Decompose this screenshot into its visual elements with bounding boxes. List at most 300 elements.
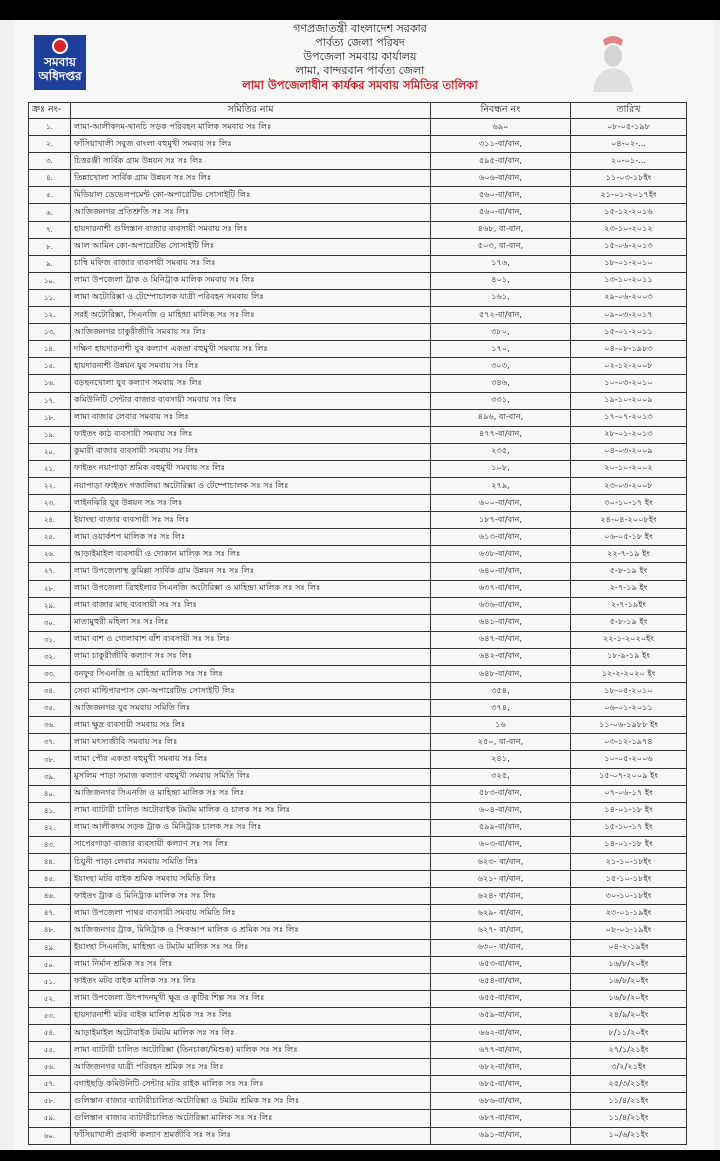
table-row <box>29 666 687 683</box>
table-row <box>29 324 687 341</box>
serial-cell: ৩৭. <box>29 734 71 751</box>
society-name-cell: মাতামুহুরী মহিলা সঃ সঃ লিঃ <box>71 614 431 631</box>
registration-number-cell: ৬৫৫-বা/বান, <box>431 990 571 1007</box>
date-cell: ২১-১০-১৮ইং <box>571 854 687 871</box>
serial-cell: ৫৮. <box>29 1093 71 1110</box>
registration-number-cell: ৬৪৭-বা/বান, <box>431 631 571 648</box>
registration-number-cell: ৬৩৮-বা/বান, <box>431 546 571 563</box>
society-name-cell: কমিউনিটি সেন্টার বাজার ব্যবসায়ী সমবায় সঃ লিঃ <box>71 392 431 409</box>
date-cell: ১১-০৬-১৯৮৮ ইং <box>571 717 687 734</box>
serial-cell: ৮. <box>29 238 71 255</box>
serial-cell: ৫৪. <box>29 1024 71 1041</box>
society-name-cell: লামা পৌর একতা বহুমুখী সমবায় সঃ লিঃ <box>71 751 431 768</box>
date-cell: ২-৭-১৯ ইং <box>571 580 687 597</box>
serial-cell: ১৫. <box>29 358 71 375</box>
table-row <box>29 973 687 990</box>
serial-cell: ৪. <box>29 170 71 187</box>
society-name-cell: ফাইতং মটর বাইক মালিক সঃ সঃ লিঃ <box>71 973 431 990</box>
date-cell: ১৪-০১-১৮ ইং <box>571 836 687 853</box>
table-row <box>29 734 687 751</box>
date-cell: ২৩-০৩-২০০৮ <box>571 477 687 494</box>
date-cell: ২৭/১/২১ইং <box>571 1042 687 1059</box>
serial-cell: ৪৬. <box>29 888 71 905</box>
serial-cell: ২০. <box>29 443 71 460</box>
serial-cell: ৫২. <box>29 990 71 1007</box>
registration-number-cell: ৩০৩, <box>431 358 571 375</box>
society-name-cell: লামা উপজেলা উৎপাদনমূখী ক্ষুদ্র ও কুটির শিল্প সঃ সঃ লিঃ <box>71 990 431 1007</box>
registration-number-cell: ৪৯৬, বা-বান, <box>431 409 571 426</box>
registration-number-cell: ৬৩৭-বা/বান, <box>431 580 571 597</box>
table-row <box>29 700 687 717</box>
date-cell: ১৬/৮/২০ইং <box>571 956 687 973</box>
column-header-name: সমিতির নাম <box>71 103 431 119</box>
cooperative-logo <box>34 35 86 90</box>
serial-cell: ৪১. <box>29 802 71 819</box>
registration-number-cell: ৫৮৩-বা/বান, <box>431 785 571 802</box>
serial-cell: ২. <box>29 136 71 153</box>
table-row <box>29 717 687 734</box>
registration-number-cell: ৬৯১-বা/বান, <box>431 1127 571 1144</box>
date-cell: ৫-৮-১৯ ইং <box>571 614 687 631</box>
society-name-cell: লামা ওয়ার্কশপ মালিক সঃ সঃ লিঃ <box>71 529 431 546</box>
date-cell: ০৩-১২-১৯৭৪ <box>571 734 687 751</box>
table-row <box>29 289 687 306</box>
table-row <box>29 1110 687 1127</box>
serial-cell: ৬. <box>29 204 71 221</box>
date-cell: ০৪-০৩-২০০৯ <box>571 443 687 460</box>
society-name-cell: লামা উপজেলা পাথর ব্যবসায়ী সমবায় সমিতি লিঃ <box>71 905 431 922</box>
table-row <box>29 768 687 785</box>
table-row <box>29 392 687 409</box>
registration-number-cell: ৩২৫, <box>431 768 571 785</box>
serial-cell: ৬০. <box>29 1127 71 1144</box>
registration-number-cell: ১৬ <box>431 717 571 734</box>
society-name-cell: নয়াপাড়া ফাইতং গজালিয়া অটোরিক্সা ও টেম্পোচালক সঃ সঃ লিঃ <box>71 477 431 494</box>
table-row <box>29 409 687 426</box>
serial-cell: ৪৫. <box>29 871 71 888</box>
registration-number-cell: ৬৯০ <box>431 119 571 136</box>
registration-number-cell: ৬২৯- বা/বান, <box>431 905 571 922</box>
table-row <box>29 187 687 204</box>
society-name-cell: কুমারী বাজার ব্যবসায়ী সমবায় সঃ লিঃ <box>71 443 431 460</box>
society-name-cell: হায়দারনাশী মটর বাইক মালিক শ্রমিক সঃ সঃ লিঃ <box>71 1007 431 1024</box>
society-name-cell: বগাইছড়ি কমিউনিটি সেন্টার মটর বাইক মালিক সঃ সঃ লিঃ <box>71 1076 431 1093</box>
society-name-cell: লামা বাজার লেবার সমবায় সঃ লিঃ <box>71 409 431 426</box>
society-name-cell: লামা আলীকদম সড়ক ট্রাক ও মিনিট্রাক চালক সঃ সঃ লিঃ <box>71 819 431 836</box>
serial-cell: ৭. <box>29 221 71 238</box>
serial-cell: ৩৬. <box>29 717 71 734</box>
registration-number-cell: ৬৪১-বা/বান, <box>431 614 571 631</box>
table-row <box>29 1093 687 1110</box>
date-cell: ১১/৪/২১ইং <box>571 1093 687 1110</box>
bottom-black-bar <box>0 1150 720 1161</box>
date-cell: ১৯-১০-২০০৯ <box>571 392 687 409</box>
society-name-cell: সাপেরগাড়া বাজার ব্যবসায়ী কল্যাণ সঃ সঃ লিঃ <box>71 836 431 853</box>
date-cell: ১১-০৩-১৮ইং <box>571 170 687 187</box>
registration-number-cell: ৫৭২-বা/বান, <box>431 307 571 324</box>
table-row <box>29 1024 687 1041</box>
registration-number-cell: ৬৪৮-বা/বান, <box>431 666 571 683</box>
registration-number-cell: ৩৫৪, <box>431 683 571 700</box>
portrait-image <box>585 30 640 92</box>
society-name-cell: লামা অটোরিক্সা ও টেম্পোচালক যাত্রী পরিবহন সমবায় লিঃ <box>71 289 431 306</box>
table-row <box>29 529 687 546</box>
serial-cell: ৩৪. <box>29 683 71 700</box>
society-name-cell: মুসলিম পাড়া সমাজ কল্যাণ বহুমুখী সমবায় সমিতি লিঃ <box>71 768 431 785</box>
table-row <box>29 341 687 358</box>
table-row <box>29 153 687 170</box>
column-header-date: তারিখ <box>571 103 687 119</box>
table-row <box>29 221 687 238</box>
society-name-cell: আড়াইমাইল অটোবাইক টমটম মালিক সঃ সঃ লিঃ <box>71 1024 431 1041</box>
table-row <box>29 990 687 1007</box>
serial-cell: ৫. <box>29 187 71 204</box>
registration-number-cell: ৪৭৭-বা/বান, <box>431 426 571 443</box>
date-cell: ২১-০১-২০১৭ইং <box>571 187 687 204</box>
serial-cell: ২৯. <box>29 597 71 614</box>
serial-cell: ২৩. <box>29 495 71 512</box>
serial-cell: ২৮. <box>29 580 71 597</box>
document-header <box>180 22 540 92</box>
serial-cell: ১৮. <box>29 409 71 426</box>
serial-cell: ৩৫. <box>29 700 71 717</box>
serial-cell: ৫৩. <box>29 1007 71 1024</box>
date-cell: ০৭-০৬-১৭ ইং <box>571 785 687 802</box>
table-row <box>29 358 687 375</box>
cooperative-table <box>28 102 687 1145</box>
table-row <box>29 495 687 512</box>
table-row <box>29 871 687 888</box>
date-cell: ০৬-০৫-১৮ ইং <box>571 529 687 546</box>
society-name-cell: ফাঁসিয়াখালী প্রবাসী কল্যাণ শ্রমজীবি সঃ সঃ লিঃ <box>71 1127 431 1144</box>
registration-number-cell: ৬০৬-বা/বান, <box>431 170 571 187</box>
registration-number-cell: ৬৫৪-বা/বান, <box>431 973 571 990</box>
date-cell: ৩০-১০-১৮ইং <box>571 888 687 905</box>
registration-number-cell: ৬৮৫-বা/বান, <box>431 1076 571 1093</box>
date-cell: ২০-১০-২০০২ <box>571 460 687 477</box>
serial-cell: ১৪. <box>29 341 71 358</box>
table-header-row <box>29 103 687 119</box>
society-name-cell: লামা চাকুরীজীবি কল্যাণ সঃ সঃ লিঃ <box>71 648 431 665</box>
table-row <box>29 512 687 529</box>
registration-number-cell: ৬২৩- বা/বান, <box>431 854 571 871</box>
society-name-cell: সরই অটোরিক্সা, সিএনজি ও মাহিন্দ্রা মালিক সঃ সঃ লিঃ <box>71 307 431 324</box>
table-row <box>29 460 687 477</box>
registration-number-cell: ৬৫৯-বা/বান, <box>431 1007 571 1024</box>
date-cell: ০২-১২-২০০৮ <box>571 358 687 375</box>
date-cell: ০৮-০৫-১৯৮ <box>571 119 687 136</box>
registration-number-cell: ১৭৬, <box>431 255 571 272</box>
table-row <box>29 426 687 443</box>
table-row <box>29 136 687 153</box>
society-name-cell: আল আমিন কো-অপারেটিভ সোসাইটি লিঃ <box>71 238 431 255</box>
society-name-cell: চিত্তরঞ্জী সার্বিক গ্রাম উন্নয়ন সঃ সঃ লিঃ <box>71 153 431 170</box>
date-cell: ০৪-০২-... <box>571 136 687 153</box>
registration-number-cell: ৬৪২-বা/বান, <box>431 648 571 665</box>
registration-number-cell: ৫০৩, বা-বান, <box>431 238 571 255</box>
registration-number-cell: ৬৩৬-বা/বান, <box>431 597 571 614</box>
date-cell: ২৪/৯/২০ইং <box>571 1007 687 1024</box>
table-row <box>29 204 687 221</box>
registration-number-cell: ২৭৯, <box>431 477 571 494</box>
society-name-cell: লামা উপজেলা ট্রাক ও মিনিট্রাক মালিক সমবায় সঃ লিঃ <box>71 272 431 289</box>
society-name-cell: ফাঁসিয়াখালী সবুজ বাংলা বহুমুখী সমবায় সঃ লিঃ <box>71 136 431 153</box>
registration-number-cell: ৬৮৬-বা/বান, <box>431 1093 571 1110</box>
registration-number-cell: ৩৭৪, <box>431 700 571 717</box>
serial-cell: ৩০. <box>29 614 71 631</box>
serial-cell: ২১. <box>29 460 71 477</box>
registration-number-cell: ৬৮২-বা/বান, <box>431 1059 571 1076</box>
serial-cell: ৫৫. <box>29 1042 71 1059</box>
table-row <box>29 802 687 819</box>
serial-cell: ১. <box>29 119 71 136</box>
registration-number-cell: ১০৮, <box>431 460 571 477</box>
table-row <box>29 272 687 289</box>
date-cell: ১৫-০১-২০১১ <box>571 324 687 341</box>
table-row <box>29 631 687 648</box>
table-row <box>29 648 687 665</box>
date-cell: ০৯-০৩-২০১৭ <box>571 307 687 324</box>
serial-cell: ৩৩. <box>29 666 71 683</box>
society-name-cell: আজিজনগর ট্রাক, মিনিট্রাক ও পিকআপ মালিক ও শ্রমিক সঃ সঃ লিঃ <box>71 922 431 939</box>
table-row <box>29 546 687 563</box>
serial-cell: ৩৮. <box>29 751 71 768</box>
society-name-cell: আজিজনগর সিএনজি ও মাহিন্দ্রা মালিক সঃ সঃ লিঃ <box>71 785 431 802</box>
serial-cell: ১৬. <box>29 375 71 392</box>
society-name-cell: হায়দারনাশী গুলিস্তান বাজার ব্যবসায়ী সমবায় সঃ লিঃ <box>71 221 431 238</box>
date-cell: ২০-০১-... <box>571 153 687 170</box>
header-line-2: পার্বত্য জেলা পরিষদ <box>315 36 405 49</box>
logo-text: সমবায় অধিদপ্তর <box>38 55 82 83</box>
society-name-cell: লামা বাজার মাছ ব্যবসায়ী সঃ সঃ লিঃ <box>71 597 431 614</box>
serial-cell: ১৯. <box>29 426 71 443</box>
date-cell: ২২-৭-১৯ ইং <box>571 546 687 563</box>
date-cell: ২-৭-১৯ইং <box>571 597 687 614</box>
serial-cell: ২২. <box>29 477 71 494</box>
date-cell: ১৬/৮/২০ইং <box>571 973 687 990</box>
society-name-cell: লামা নির্মান শ্রমিক সঃ সঃ লিঃ <box>71 956 431 973</box>
date-cell: ১৬/৮/২০ইং <box>571 990 687 1007</box>
society-name-cell: লামা মৎস্যজীবি সমবায় সঃ লিঃ <box>71 734 431 751</box>
serial-cell: ৯. <box>29 255 71 272</box>
serial-cell: ৫৯. <box>29 1110 71 1127</box>
table-row <box>29 170 687 187</box>
date-cell: ২৯-০৬-২০০৩ <box>571 289 687 306</box>
column-header-registration: নিবন্ধন নং <box>431 103 571 119</box>
table-row <box>29 255 687 272</box>
date-cell: ১০/৬/২১ইং <box>571 1127 687 1144</box>
date-cell: ২৩-১০-২০১২ <box>571 221 687 238</box>
society-name-cell: বনফুর সিএনজি ও মাহিন্দ্রা মালিক সঃ সঃ লিঃ <box>71 666 431 683</box>
registration-number-cell: ৬০০-বা/বান, <box>431 495 571 512</box>
table-row <box>29 905 687 922</box>
society-name-cell: ফাইতং কাঠ ব্যবসায়ী সমবায় সঃ লিঃ <box>71 426 431 443</box>
date-cell: ১৫-১০-১৮ইং <box>571 871 687 888</box>
society-name-cell: লামা ব্যাটারী চালিত অটোবাইক টমটম মালিক ও চালক সঃ সঃ লিঃ <box>71 802 431 819</box>
date-cell: ০৪-২-১৯ইং <box>571 939 687 956</box>
table-row <box>29 956 687 973</box>
table-row <box>29 939 687 956</box>
society-name-cell: আজিজনগর প্রতিশ্রুতি সঃ সঃ লিঃ <box>71 204 431 221</box>
table-row <box>29 614 687 631</box>
date-cell: ১৫-১২-২০১৬ <box>571 204 687 221</box>
society-name-cell: বড়ছনখোলা যুব কল্যাণ সমবায় সঃ লিঃ <box>71 375 431 392</box>
registration-number-cell: ৫৯৫-বা/বান, <box>431 153 571 170</box>
society-name-cell: ইয়াংছা সিএনজি, মাহিন্দ্রা ও টমটম মালিক সঃ সঃ লিঃ <box>71 939 431 956</box>
society-name-cell: ইয়াংছা বাজার ব্যবসায়ী সঃ সঃ লিঃ <box>71 512 431 529</box>
registration-number-cell: ৬২১- বা/বান, <box>431 871 571 888</box>
table-row <box>29 1059 687 1076</box>
table-row <box>29 922 687 939</box>
header-line-1: গণপ্রজাতন্ত্রী বাংলাদেশ সরকার <box>293 22 427 35</box>
serial-cell: ৪০. <box>29 785 71 802</box>
society-name-cell: ফাইতং ট্রাক ও মিনিট্রাক মালিক সঃ সঃ লিঃ <box>71 888 431 905</box>
society-name-cell: তিন্নাখোলা সার্বিক গ্রাম উন্নয়ন সঃ সঃ লিঃ <box>71 170 431 187</box>
table-row <box>29 119 687 136</box>
society-name-cell: আজিজনগর চাকুরীজীবি সমবায় সঃ লিঃ <box>71 324 431 341</box>
flag-emblem-icon <box>52 38 68 54</box>
date-cell: ৩/২/২১ইং <box>571 1059 687 1076</box>
date-cell: ১২-২-২০২০ ইং <box>571 666 687 683</box>
society-name-cell: ইয়াংছা মটর বাইক শ্রমিক সমবায় সমিতি লিঃ <box>71 871 431 888</box>
serial-cell: ১০. <box>29 272 71 289</box>
registration-number-cell: ৬৬২-বা/বান, <box>431 1024 571 1041</box>
registration-number-cell: ২৪১, <box>431 751 571 768</box>
serial-cell: ৩৯. <box>29 768 71 785</box>
registration-number-cell: ৩৪৬, <box>431 375 571 392</box>
header-line-3: উপজেলা সমবায় কার্যালয় <box>303 50 417 63</box>
society-name-cell: আজিজনগর যুব সমবায় সমিতি লিঃ <box>71 700 431 717</box>
registration-number-cell: ৬৮৭-বা/বান, <box>431 1110 571 1127</box>
registration-number-cell: ৫৬০-বা/বান, <box>431 204 571 221</box>
table-row <box>29 238 687 255</box>
society-name-cell: আজিজনগর যাত্রী পরিবহন শ্রমিক সঃ সঃ লিঃ <box>71 1059 431 1076</box>
serial-cell: ৪৯. <box>29 939 71 956</box>
registration-number-cell: ৬০৩-বা/বান, <box>431 836 571 853</box>
registration-number-cell: ৬৪০-বা/বান, <box>431 563 571 580</box>
serial-cell: ৩২. <box>29 648 71 665</box>
table-row <box>29 836 687 853</box>
date-cell: ০৬-০১-২০১১ <box>571 700 687 717</box>
table-row <box>29 477 687 494</box>
table-row <box>29 785 687 802</box>
date-cell: ৩০-১০-১৭ ইং <box>571 495 687 512</box>
serial-cell: ৫৭. <box>29 1076 71 1093</box>
society-name-cell: লামা বাশ ও গোলাবাশ বাঁশ ব্যবসায়ী সঃ সঃ লিঃ <box>71 631 431 648</box>
society-name-cell: দক্ষিণ হায়দারনাশী যুব কল্যাণ একতা বহুমুখী সমবায় সঃ লিঃ <box>71 341 431 358</box>
serial-cell: ২৪. <box>29 512 71 529</box>
date-cell: ১০-০৩-২০১০ <box>571 375 687 392</box>
serial-cell: ১৭. <box>29 392 71 409</box>
date-cell: ১০-০৫-২০০৬ <box>571 751 687 768</box>
society-name-cell: চাম্বি মফিজ বাজার ব্যবসায়ী সমবায় সঃ লিঃ <box>71 255 431 272</box>
registration-number-cell: ৬৩০- বা/বান, <box>431 939 571 956</box>
table-row <box>29 375 687 392</box>
society-name-cell: গুলিস্তান বাজার ব্যাটারীচালিত অটোরিক্সা মালিক সঃ সঃ লিঃ <box>71 1110 431 1127</box>
date-cell: ৫-৮-১৯ ইং <box>571 563 687 580</box>
serial-cell: ২৭. <box>29 563 71 580</box>
table-row <box>29 1042 687 1059</box>
serial-cell: ৩. <box>29 153 71 170</box>
date-cell: ০৮-০১-১৯ইং <box>571 922 687 939</box>
table-row <box>29 751 687 768</box>
registration-number-cell: ১৬১, <box>431 289 571 306</box>
serial-cell: ১৩. <box>29 324 71 341</box>
date-cell: ২৫/৩/২১ইং <box>571 1076 687 1093</box>
table-row <box>29 1076 687 1093</box>
serial-cell: ১২. <box>29 307 71 324</box>
date-cell: ১৫-০৭-২০০৯ ইং <box>571 768 687 785</box>
registration-number-cell: ৬৫৩-বা/বান, <box>431 956 571 973</box>
date-cell: ১১/৪/২১ইং <box>571 1110 687 1127</box>
registration-number-cell: ৬২৭- বা/বান, <box>431 922 571 939</box>
table-row <box>29 888 687 905</box>
table-row <box>29 854 687 871</box>
table-row <box>29 580 687 597</box>
society-name-cell: আড়াইমাইল ব্যবসায়ী ও দোকান মালিক সঃ সঃ লিঃ <box>71 546 431 563</box>
society-name-cell: লামা ক্ষুদ্র ব্যবসায়ী সমবায় সঃ লিঃ <box>71 717 431 734</box>
date-cell: ১৪-০১-১৮ ইং <box>571 802 687 819</box>
registration-number-cell: ৬১৩-বা/বান, <box>431 529 571 546</box>
registration-number-cell: ২৫০, বা-বান, <box>431 734 571 751</box>
serial-cell: ৪৪. <box>29 854 71 871</box>
society-name-cell: চিয়ুনী পাড়া লেবার সমবায় সমিতি লিঃ <box>71 854 431 871</box>
society-name-cell: সেবা মাল্টিপারপাস কো-অপারেটিভ সোসাইটি লিঃ <box>71 683 431 700</box>
date-cell: ১৩-১০-২০১১ <box>571 272 687 289</box>
date-cell: ২৮-০১-২০১৩ <box>571 426 687 443</box>
serial-cell: ৫১. <box>29 973 71 990</box>
header-line-4: লামা, বান্দরবান পার্বত্য জেলা <box>295 64 425 77</box>
serial-cell: ৫০. <box>29 956 71 973</box>
top-black-bar <box>0 0 720 20</box>
document-title: লামা উপজেলাধীন কার্যকর সমবায় সমিতির তালিকা <box>242 78 478 92</box>
table-row <box>29 563 687 580</box>
column-header-serial: ক্রঃ নং- <box>29 103 71 119</box>
society-name-cell: লামা-আলীকদম-থানচি সড়ক পরিবহন মালিক সমবায় সঃ লিঃ <box>71 119 431 136</box>
society-name-cell: ফাইতং নয়াপাড়া শ্রমিক বহুমুখী সমবায় সঃ লিঃ <box>71 460 431 477</box>
table-row <box>29 1007 687 1024</box>
registration-number-cell: ২৩৫, <box>431 443 571 460</box>
society-name-cell: লাইনঝিরি যুব উন্নয়ন সঃ সঃ লিঃ <box>71 495 431 512</box>
registration-number-cell: ৫৯৯-বা/বান, <box>431 819 571 836</box>
registration-number-cell: ৪০১, <box>431 272 571 289</box>
registration-number-cell: ৩৩১, <box>431 392 571 409</box>
society-name-cell: লামা উপজেলাস্থ কুমিল্লা সার্বিক গ্রাম উন্নয়ন সঃ সঃ লিঃ <box>71 563 431 580</box>
registration-number-cell: ১৭০, <box>431 341 571 358</box>
date-cell: ৮/১১/২০ইং <box>571 1024 687 1041</box>
registration-number-cell: ৩৮০, <box>431 324 571 341</box>
society-name-cell: মিডিয়াল ডেভেলপমেন্ট কো-অপারেটিভ সোসাইটি লিঃ <box>71 187 431 204</box>
date-cell: ১৫-০৬-২০১৩ <box>571 238 687 255</box>
registration-number-cell: ১৮৭-বা/বান, <box>431 512 571 529</box>
registration-number-cell: ৬৭৭-বা/বান, <box>431 1042 571 1059</box>
date-cell: ১৮-০১-২০১০ <box>571 255 687 272</box>
table-row <box>29 307 687 324</box>
serial-cell: ৪৩. <box>29 836 71 853</box>
registration-number-cell: ৫৬০-বা/বান, <box>431 187 571 204</box>
table-row <box>29 1127 687 1144</box>
table-row <box>29 819 687 836</box>
date-cell: ১৮-৯-১৯ ইং <box>571 648 687 665</box>
serial-cell: ২৫. <box>29 529 71 546</box>
date-cell: ২৩-০১-১৯ইং <box>571 905 687 922</box>
serial-cell: ৫৬. <box>29 1059 71 1076</box>
society-name-cell: লামা ব্যাটারী চালিত অটোরিক্সা (তিনচাকা/মিশুক) মালিক সঃ সঃ লিঃ <box>71 1042 431 1059</box>
registration-number-cell: ৪৬৮, বা-বান, <box>431 221 571 238</box>
serial-cell: ১১. <box>29 289 71 306</box>
date-cell: ১৭-০৭-২০১৩ <box>571 409 687 426</box>
serial-cell: ৪৮. <box>29 922 71 939</box>
